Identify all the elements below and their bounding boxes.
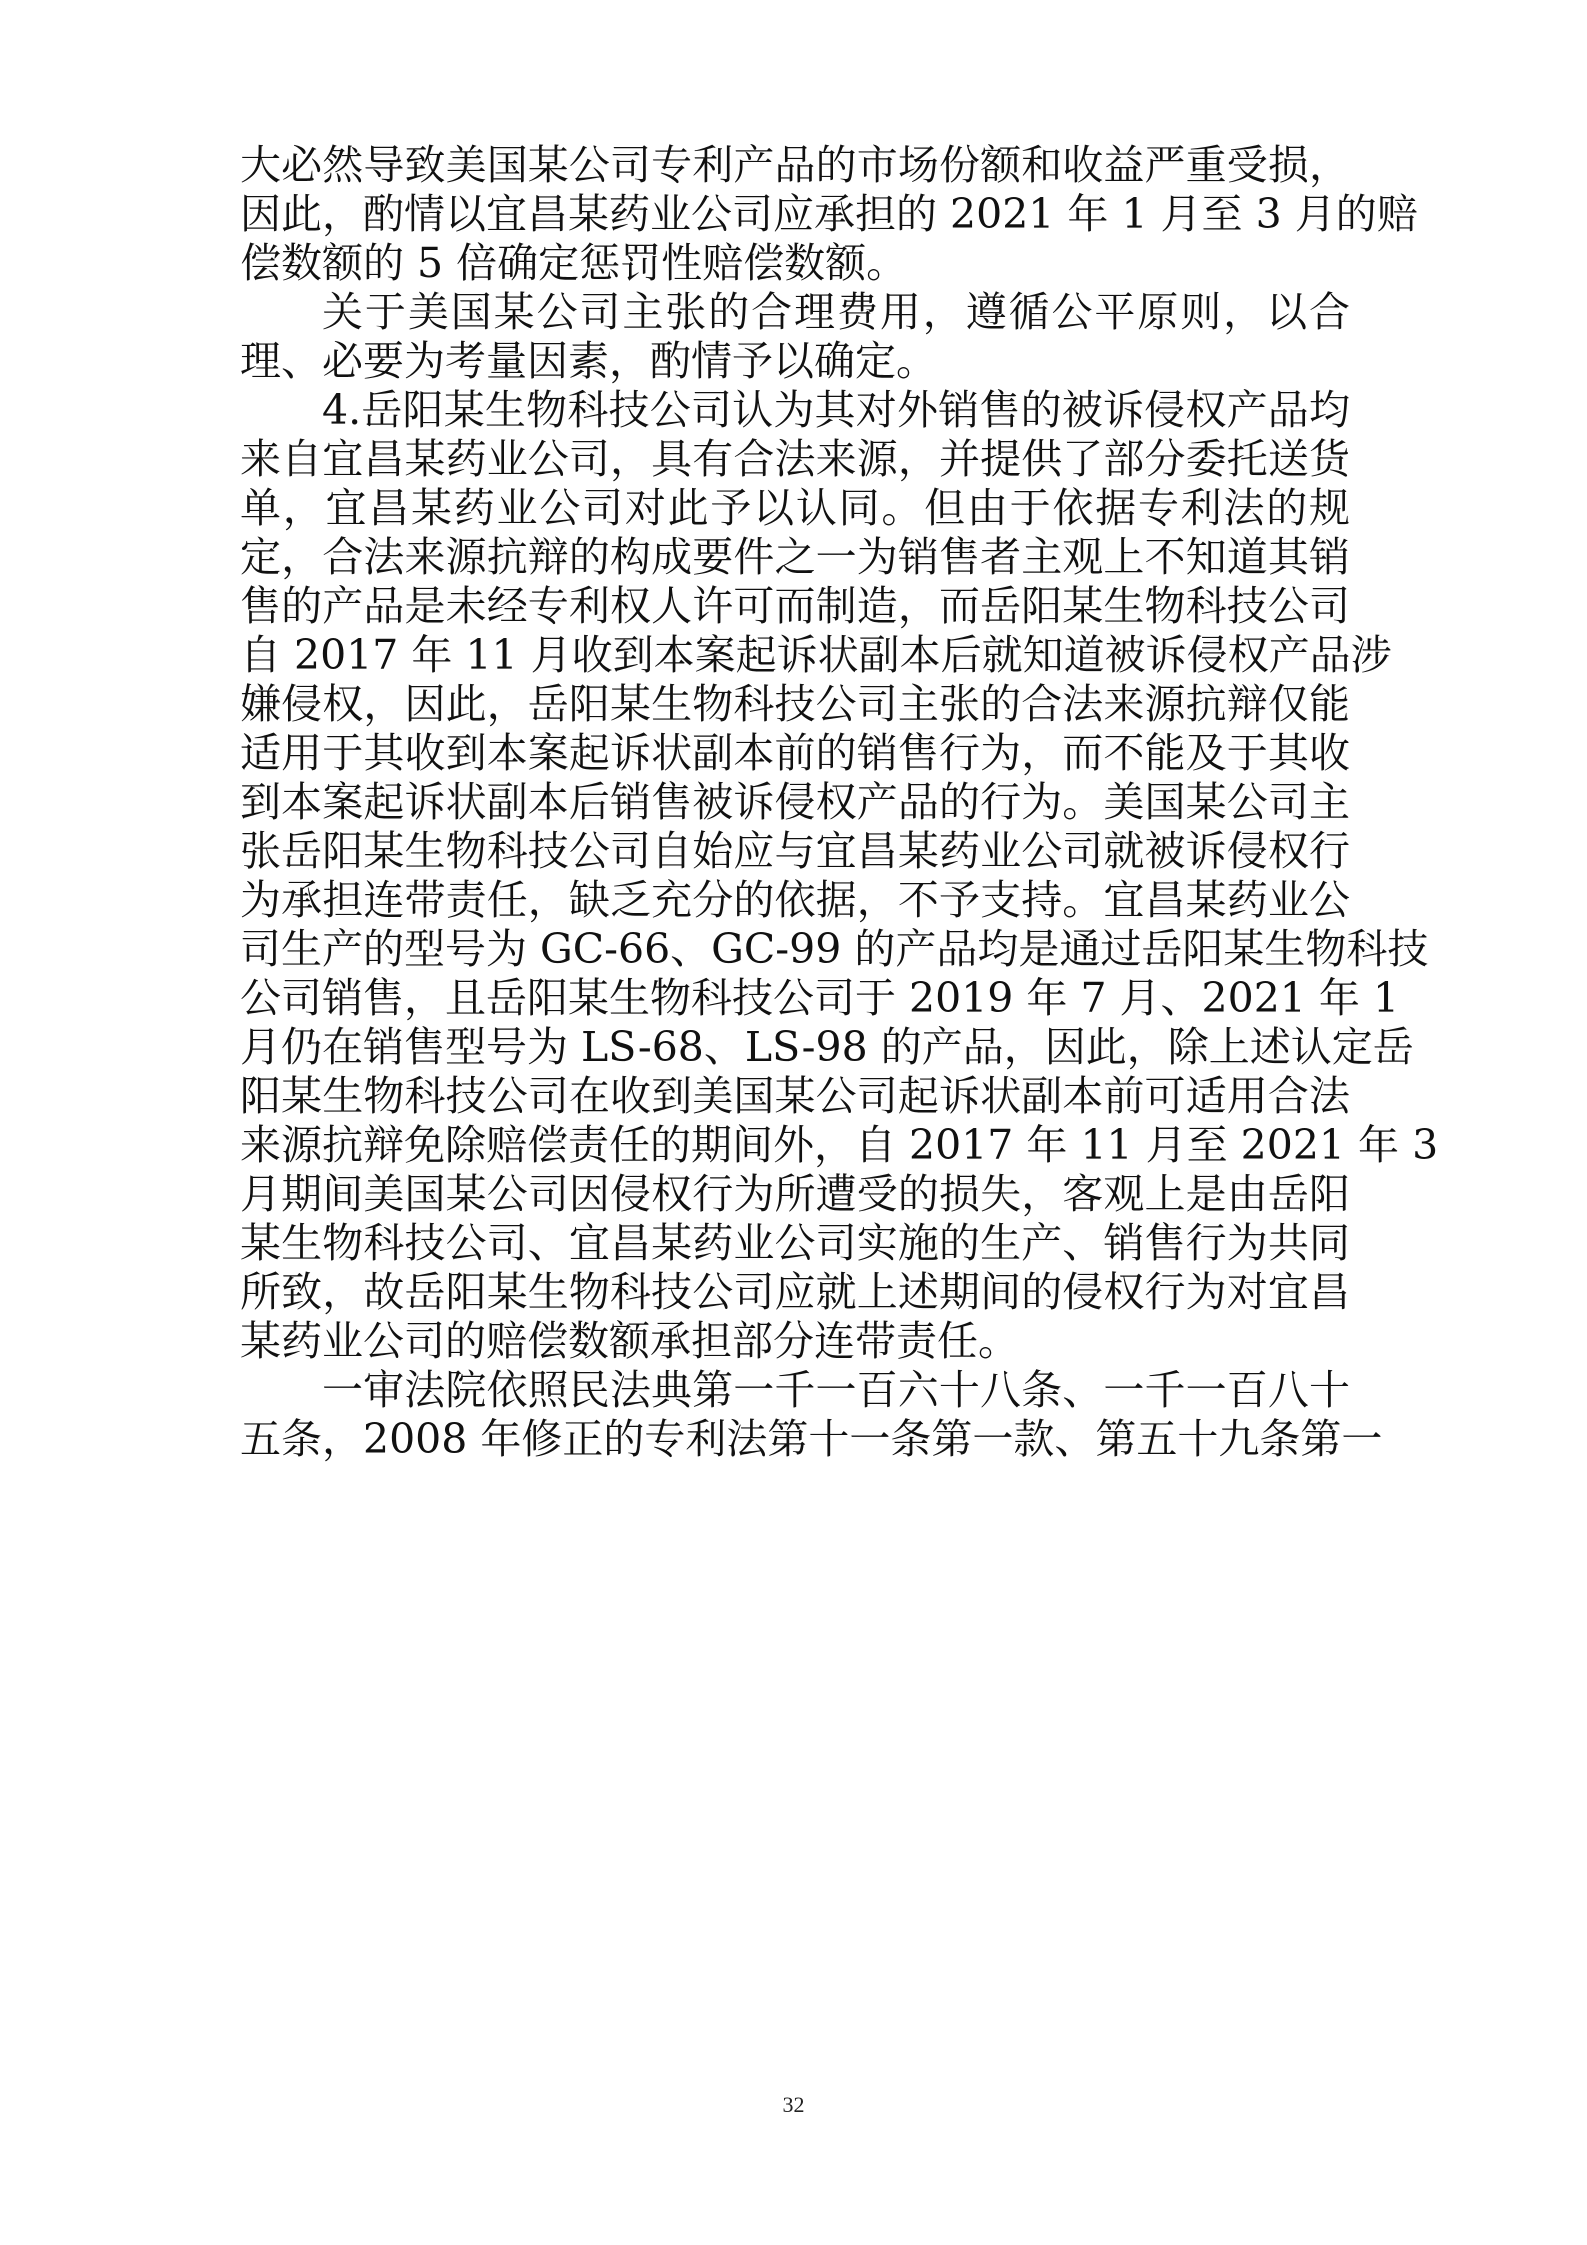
- text-line: 因此，酌情以宜昌某药业公司应承担的 2021 年 1 月至 3 月的赔: [240, 190, 1418, 238]
- text-line: 售的产品是未经专利权人许可而制造，而岳阳某生物科技公司: [240, 582, 1350, 630]
- text-line: 公司销售，且岳阳某生物科技公司于 2019 年 7 月、2021 年 1: [240, 974, 1400, 1022]
- text-line: 某生物科技公司、宜昌某药业公司实施的生产、销售行为共同: [240, 1219, 1350, 1267]
- text-line: 所致，故岳阳某生物科技公司应就上述期间的侵权行为对宜昌: [240, 1268, 1350, 1316]
- text-line: 来自宜昌某药业公司，具有合法来源，并提供了部分委托送货: [240, 435, 1350, 483]
- text-line: 自 2017 年 11 月收到本案起诉状副本后就知道被诉侵权产品涉: [240, 631, 1392, 679]
- text-line: 理、必要为考量因素，酌情予以确定。: [240, 337, 937, 385]
- paragraph-start-line: 关于美国某公司主张的合理费用，遵循公平原则，以合: [322, 288, 1350, 336]
- text-line: 司生产的型号为 GC-66、GC-99 的产品均是通过岳阳某生物科技: [240, 925, 1429, 973]
- text-line: 五条，2008 年修正的专利法第十一条第一款、第五十九条第一: [240, 1415, 1383, 1463]
- text-line: 月期间美国某公司因侵权行为所遭受的损失，客观上是由岳阳: [240, 1170, 1350, 1218]
- text-line: 大必然导致美国某公司专利产品的市场份额和收益严重受损，: [240, 141, 1350, 189]
- paragraph-start-line: 一审法院依照民法典第一千一百六十八条、一千一百八十: [322, 1366, 1350, 1414]
- text-line: 适用于其收到本案起诉状副本前的销售行为，而不能及于其收: [240, 729, 1350, 777]
- text-line: 单，宜昌某药业公司对此予以认同。但由于依据专利法的规: [240, 484, 1350, 532]
- text-line: 为承担连带责任，缺乏充分的依据，不予支持。宜昌某药业公: [240, 876, 1350, 924]
- text-line: 张岳阳某生物科技公司自始应与宜昌某药业公司就被诉侵权行: [240, 827, 1350, 875]
- text-line: 阳某生物科技公司在收到美国某公司起诉状副本前可适用合法: [240, 1072, 1350, 1120]
- text-line: 月仍在销售型号为 LS-68、LS-98 的产品，因此，除上述认定岳: [240, 1023, 1414, 1071]
- text-line: 到本案起诉状副本后销售被诉侵权产品的行为。美国某公司主: [240, 778, 1350, 826]
- text-line: 某药业公司的赔偿数额承担部分连带责任。: [240, 1317, 1019, 1365]
- text-line: 偿数额的 5 倍确定惩罚性赔偿数额。: [240, 239, 908, 287]
- text-line: 来源抗辩免除赔偿责任的期间外，自 2017 年 11 月至 2021 年 3: [240, 1121, 1439, 1169]
- text-line: 嫌侵权，因此，岳阳某生物科技公司主张的合法来源抗辩仅能: [240, 680, 1350, 728]
- text-line: 定，合法来源抗辩的构成要件之一为销售者主观上不知道其销: [240, 533, 1350, 581]
- paragraph-start-line: 4.岳阳某生物科技公司认为其对外销售的被诉侵权产品均: [322, 386, 1350, 434]
- page-number: 32: [782, 2092, 805, 2117]
